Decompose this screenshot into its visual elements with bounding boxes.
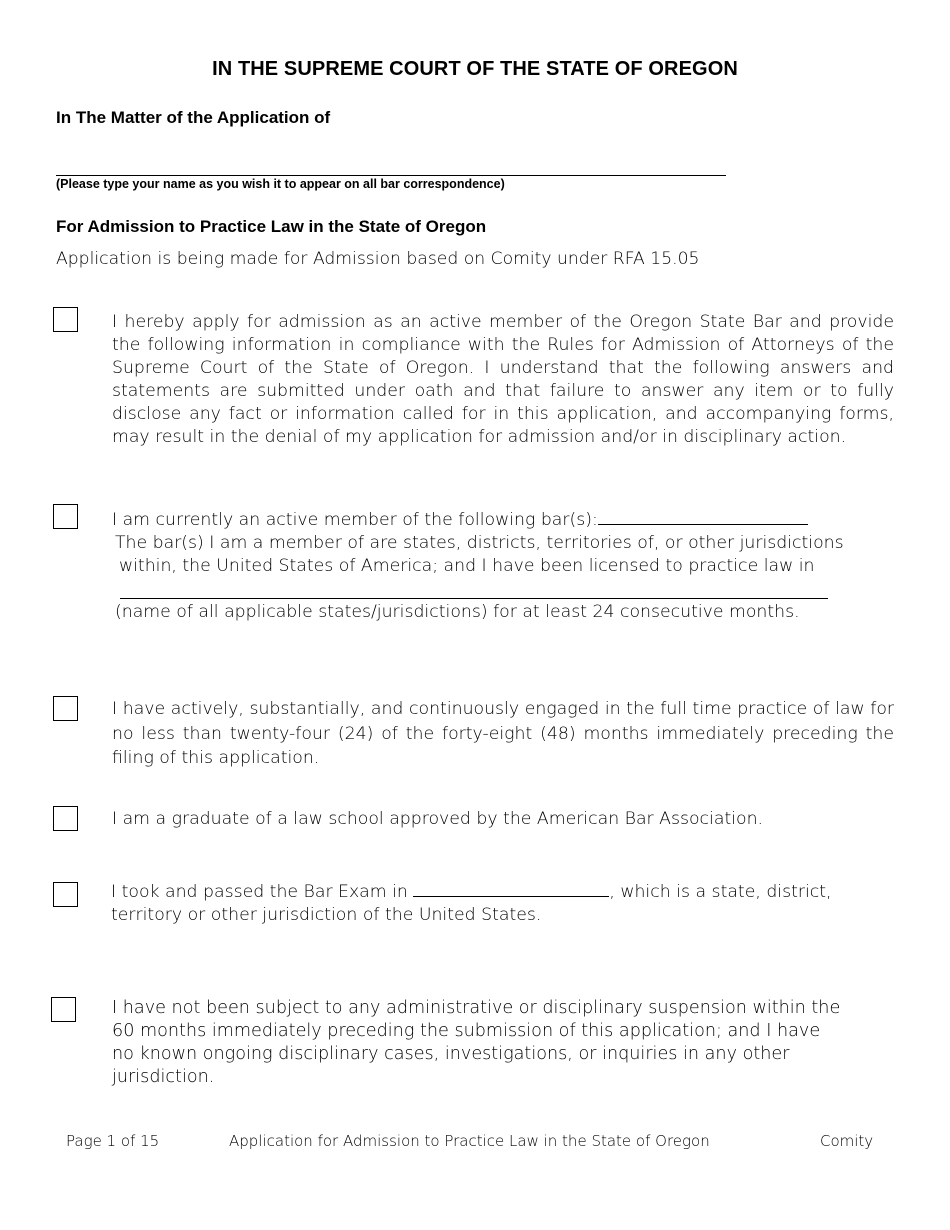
applicant-name-field[interactable] bbox=[56, 175, 726, 176]
practice-statement: I have actively, substantially, and continuously engaged in the full time practice of law for no less than twenty-four (24) of the forty-eight (48) months immediately preceding the filing of this application. bbox=[112, 699, 894, 768]
graduate-statement: I am a graduate of a law school approved by the American Bar Association. bbox=[112, 809, 764, 829]
bar-exam-jurisdiction-field[interactable] bbox=[413, 896, 609, 897]
matter-heading: In The Matter of the Application of bbox=[56, 108, 331, 127]
oath-statement: I hereby apply for admission as an active member of the Oregon State Bar and provide the following information in compliance with the Rules for Admission of Attorneys of the Supreme Court of the State of Oregon. I understand that the following answers and statements are submitted under oath and that failure to answer any item or to fully disclose any fact or information called for in this application, and accompanying forms, may result in the denial of my application for admission and/or in disciplinary action. bbox=[112, 312, 894, 447]
bar-member-line-1: I am currently an active member of the following bar(s): bbox=[112, 510, 598, 530]
discipline-line-4: jurisdiction. bbox=[112, 1067, 215, 1087]
bar-member-checkbox[interactable] bbox=[53, 504, 78, 529]
discipline-line-3: no known ongoing disciplinary cases, investigations, or inquiries in any other bbox=[112, 1044, 790, 1064]
discipline-statement bbox=[112, 997, 922, 1089]
admission-heading: For Admission to Practice Law in the State of Oregon bbox=[56, 217, 487, 236]
oath-checkbox[interactable] bbox=[53, 307, 78, 332]
name-hint: (Please type your name as you wish it to appear on all bar correspondence) bbox=[56, 177, 505, 191]
application-basis: Application is being made for Admission based on Comity under RFA 15.05 bbox=[56, 249, 700, 269]
footer-form-type: Comity bbox=[820, 1132, 874, 1150]
bar-exam-after: , which is a state, district, bbox=[609, 882, 832, 902]
bar-member-line-4: (name of all applicable states/jurisdictions) for at least 24 consecutive months. bbox=[115, 602, 800, 622]
graduate-checkbox[interactable] bbox=[53, 806, 78, 831]
page-title: IN THE SUPREME COURT OF THE STATE OF OREGON bbox=[212, 58, 738, 80]
bar-exam-before: I took and passed the Bar Exam in bbox=[111, 882, 408, 902]
footer-page-number: Page 1 of 15 bbox=[66, 1132, 160, 1150]
bar-member-statement bbox=[112, 509, 842, 578]
bar-member-line-3: within, the United States of America; and I have been licensed to practice law in bbox=[119, 556, 815, 576]
discipline-line-1: I have not been subject to any administrative or disciplinary suspension within the bbox=[112, 998, 841, 1018]
jurisdictions-field[interactable] bbox=[120, 598, 828, 599]
discipline-line-2: 60 months immediately preceding the submission of this application; and I have bbox=[112, 1021, 821, 1041]
bar-exam-checkbox[interactable] bbox=[53, 882, 78, 907]
discipline-checkbox[interactable] bbox=[51, 997, 76, 1022]
practice-checkbox[interactable] bbox=[53, 696, 78, 721]
bar-member-line-2: The bar(s) I am a member of are states, districts, territories of, or other jurisdictions bbox=[115, 533, 844, 553]
bars-field[interactable] bbox=[598, 524, 808, 525]
footer-title: Application for Admission to Practice Law in the State of Oregon bbox=[229, 1132, 710, 1150]
bar-exam-line-2: territory or other jurisdiction of the United States. bbox=[111, 905, 542, 925]
bar-exam-statement bbox=[111, 881, 901, 927]
